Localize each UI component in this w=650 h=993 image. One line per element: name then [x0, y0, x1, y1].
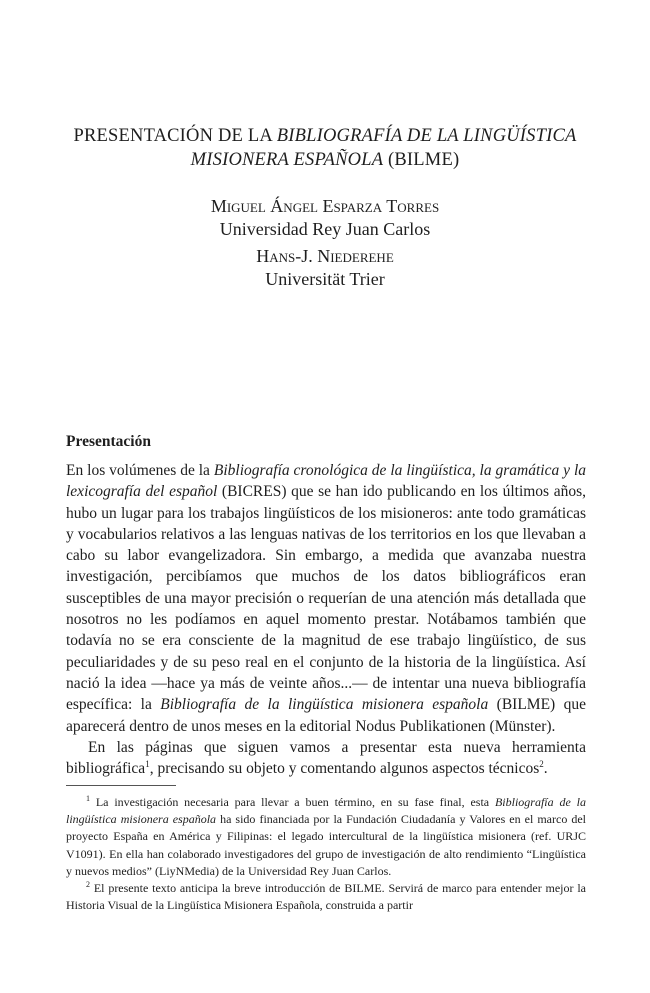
italic-title: Bibliografía de la lingüística misionera española	[66, 795, 586, 827]
body-text	[66, 460, 586, 779]
footnote-ref[interactable]: 2	[539, 759, 544, 769]
text-span: El presente texto anticipa la breve introducción de BILME. Servirá de marco para entender mejor la Historia Visual de la Lingüística Misionera Española, construida a partir	[66, 881, 586, 913]
italic-title: Bibliografía cronológica de la lingüística, la gramática y la lexicografía del español	[66, 462, 587, 501]
author-name: Miguel Ángel Esparza Torres	[210, 196, 440, 216]
author-2	[100, 245, 550, 291]
text-span: En las páginas que siguen vamos a presentar esta nueva herramienta bibliográfica	[66, 738, 586, 778]
title-plain-part: PRESENTACIÓN DE LA	[73, 126, 277, 146]
title-italic-part: BIBLIOGRAFÍA DE LA LINGÜÍSTICA	[276, 126, 577, 146]
footnote-number: 2	[86, 880, 90, 890]
footnote-divider	[66, 785, 176, 786]
section-heading: Presentación	[66, 433, 151, 450]
author-1	[100, 195, 550, 241]
footnote-1	[66, 794, 586, 880]
author-institution: Universität Trier	[265, 269, 385, 289]
title-line-1	[40, 124, 610, 148]
title-acronym: (BILME)	[383, 150, 460, 170]
text-span: .	[543, 760, 548, 778]
italic-title: Bibliografía de la lingüística misionera española	[160, 696, 489, 714]
text-span: La investigación necesaria para llevar a buen término, en su fase final, esta	[90, 795, 495, 809]
paragraph	[66, 737, 586, 780]
text-span: ha sido financiada por la Fundación Ciudadanía y Valores en el marco del proyecto España en América y Filipinas: el legado intercultural de la lingüística misionera (ref. URJC V1091). En ella han colaborado investigadores del grupo de investigación de alto rendimiento “Lingüística y nuevos medios” (LiyNMedia) de la Universidad Rey Juan Carlos.	[66, 812, 586, 878]
text-span: En los volúmenes de la	[66, 462, 214, 479]
title-line-2	[40, 148, 610, 172]
paragraph	[66, 460, 586, 737]
footnote-ref[interactable]: 1	[145, 759, 150, 769]
title-italic-part-2: MISIONERA ESPAÑOLA	[190, 150, 384, 170]
text-span: , precisando su objeto y comentando algunos aspectos técnicos	[149, 760, 540, 778]
text-span: (BICRES) que se han ido publicando en los últimos años, hubo un lugar para los trabajos lingüísticos de los misioneros: ante todo gramáticas y vocabularios relativos a las lenguas nativas de los territorios en los que llevaban a cabo su labor evangelizadora. Sin embargo, a medida que avanzaba nuestra investigación, percibíamos que muchos de los datos bibliográficos eran susceptibles de una mayor precisión o requerían de una atención más detallada que nosotros no les podíamos en aquel momento prestar. Notábamos también que todavía no se era consciente de la magnitud de ese trabajo lingüístico, de sus peculiaridades y de su peso real en el conjunto de la historia de la lingüística. Así nació la idea —hace ya más de veinte años...— de intentar una nueva bibliografía específica: la	[66, 483, 586, 714]
footnote-2	[66, 880, 586, 914]
footnotes	[66, 794, 586, 914]
article-title	[40, 124, 610, 172]
footnote-number: 1	[86, 794, 90, 803]
author-name: Hans-J. Niederehe	[256, 246, 394, 266]
text-span: (BILME) que aparecerá dentro de unos meses en la editorial Nodus Publikationen (Münster).	[66, 696, 587, 735]
author-institution: Universidad Rey Juan Carlos	[219, 219, 431, 239]
